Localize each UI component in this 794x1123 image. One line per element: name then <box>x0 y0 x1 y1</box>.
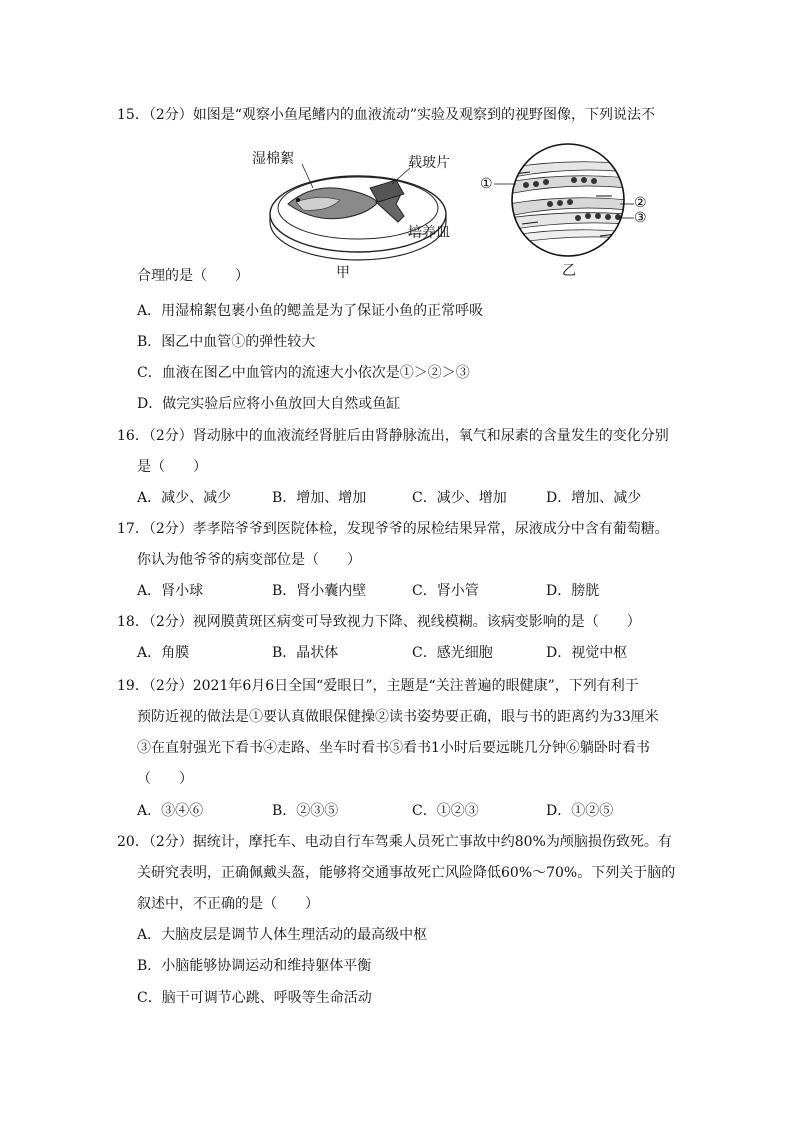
q16-option-b: B．增加、增加 <box>272 490 367 506</box>
q18-stem-line1: 18．（2分）视网膜黄斑区病变可导致视力下降、视线模糊。该病变影响的是（ ） <box>117 614 641 630</box>
q19-stem-line1: 19．（2分）2021年6月6日全国“爱眼日”，主题是“关注普遍的眼健康”，下列有利于 <box>117 678 639 694</box>
q19-stem-line3: ③在直射强光下看书④走路、坐车时看书⑤看书1小时后要远眺几分钟⑥躺卧时看书 <box>137 740 650 756</box>
q17-option-c: C．肾小管 <box>412 583 479 599</box>
q17-option-a: A．肾小球 <box>137 583 204 599</box>
q16-option-d: D．增加、减少 <box>546 490 642 506</box>
q20-stem-line1: 20．（2分）据统计，摩托车、电动自行车驾乘人员死亡事故中约80%为颅脑损伤致死。有 <box>117 834 672 850</box>
q17-option-b: B．肾小囊内壁 <box>272 583 367 599</box>
q19-option-b: B．②③⑤ <box>272 803 339 819</box>
q17-stem-line1: 17．（2分）孝孝陪爷爷到医院体检，发现爷爷的尿检结果异常，尿液成分中含有葡萄糖。 <box>117 521 669 537</box>
figure-jia <box>252 142 468 282</box>
q19-stem-line2: 预防近视的做法是①要认真做眼保健操②读书姿势要正确，眼与书的距离约为33厘米 <box>137 709 659 725</box>
q15-option-b: B．图乙中血管①的弹性较大 <box>137 334 316 350</box>
q20-stem-line3: 叙述中，不正确的是（ ） <box>137 896 319 912</box>
q15-option-a: A．用湿棉絮包裹小鱼的鳃盖是为了保证小鱼的正常呼吸 <box>137 303 484 319</box>
q15-option-d: D．做完实验后应将小鱼放回大自然或鱼缸 <box>137 396 401 412</box>
q20-stem-line2: 关研究表明，正确佩戴头盔，能够将交通事故死亡风险降低60%～70%。下列关于脑的 <box>137 865 676 881</box>
q16-stem-line2: 是（ ） <box>137 459 207 475</box>
q19-option-d: D．①②⑤ <box>546 803 614 819</box>
q18-option-a: A．角膜 <box>137 645 190 661</box>
label-vessel-3: ③ <box>634 210 647 226</box>
figure-yi <box>478 138 658 283</box>
q16-stem-line1: 16．（2分）肾动脉中的血液流经肾脏后由肾静脉流出，氧气和尿素的含量发生的变化分别 <box>117 428 669 444</box>
q17-option-d: D．膀胱 <box>546 583 600 599</box>
q19-option-c: C．①②③ <box>412 803 479 819</box>
q19-stem-line4: （ ） <box>137 771 193 787</box>
q16-option-c: C．减少、增加 <box>412 490 507 506</box>
label-jia: 甲 <box>336 265 350 281</box>
label-slide: 载玻片 <box>408 155 450 171</box>
q19-option-a: A．③④⑥ <box>137 803 204 819</box>
label-yi: 乙 <box>562 263 576 279</box>
label-vessel-1: ① <box>480 176 493 192</box>
q17-stem-line2: 你认为他爷爷的病变部位是（ ） <box>137 552 361 568</box>
microscope-view-illustration <box>478 138 658 268</box>
label-vessel-2: ② <box>634 195 647 211</box>
q15-stem-line1: 15．（2分）如图是“观察小鱼尾鳍内的血液流动”实验及观察到的视野图像，下列说法不 <box>117 107 656 123</box>
q16-option-a: A．减少、减少 <box>137 490 232 506</box>
q18-option-d: D．视觉中枢 <box>546 645 628 661</box>
label-cotton: 湿棉絮 <box>252 151 294 167</box>
q20-option-b: B．小脑能够协调运动和维持躯体平衡 <box>137 958 372 974</box>
label-dish: 培养皿 <box>408 225 450 241</box>
q15-stem-line2: 合理的是（ ） <box>137 268 249 284</box>
q18-option-b: B．晶状体 <box>272 645 339 661</box>
q15-option-c: C．血液在图乙中血管内的流速大小依次是①＞②＞③ <box>137 365 470 381</box>
q20-option-a: A．大脑皮层是调节人体生理活动的最高级中枢 <box>137 927 428 943</box>
q18-option-c: C．感光细胞 <box>412 645 493 661</box>
q20-option-c: C．脑干可调节心跳、呼吸等生命活动 <box>137 990 372 1006</box>
